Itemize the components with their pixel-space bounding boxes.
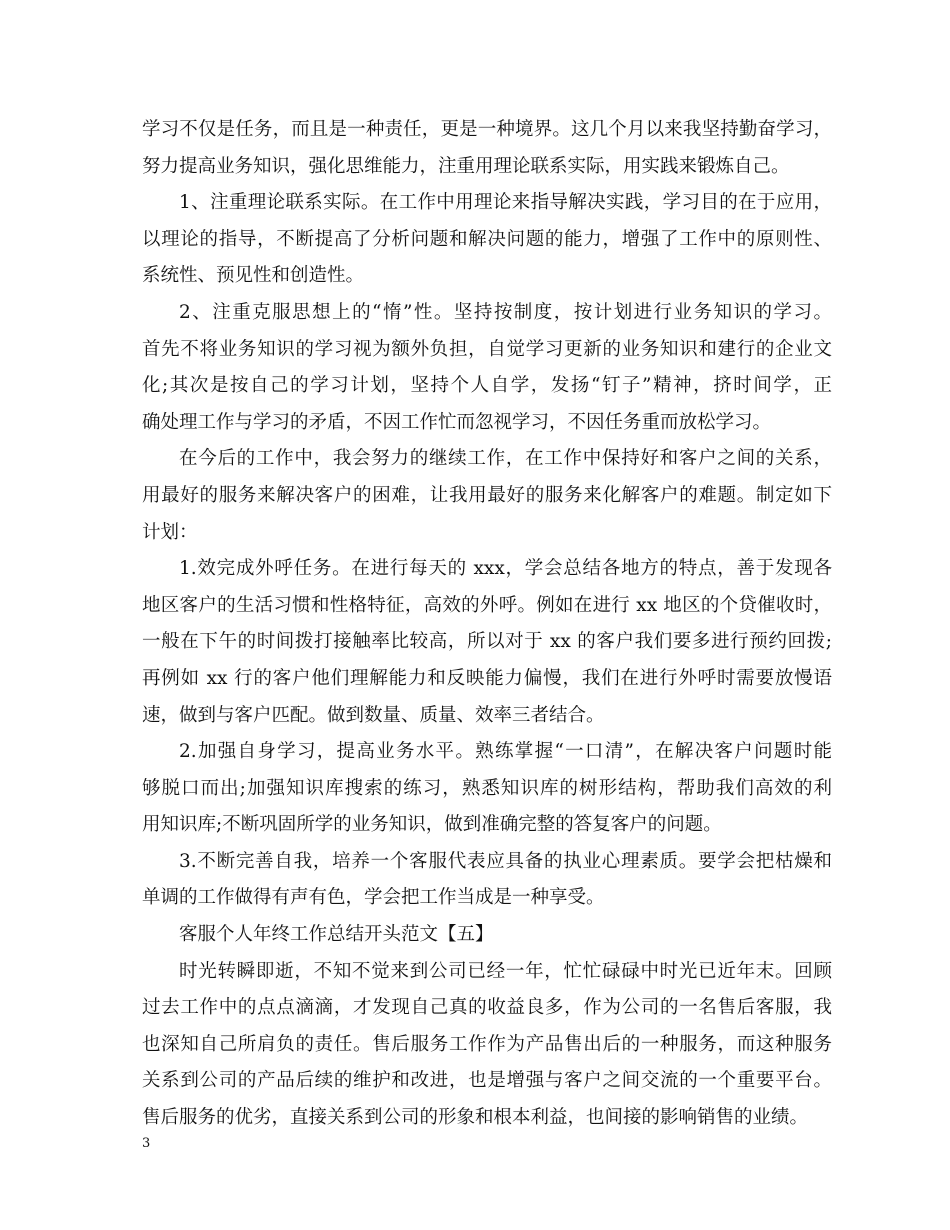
text-line: 学习不仅是任务，而且是一种责任，更是一种境界。这几个月以来我坚持勤奋学习， xyxy=(142,119,832,140)
text-line: 确处理工作与学习的矛盾，不因工作忙而忽视学习，不因任务重而放松学习。 xyxy=(142,411,772,433)
text-line: 速，做到与客户匹配。做到数量、质量、效率三者结合。 xyxy=(142,704,605,726)
document-body xyxy=(142,112,832,1137)
text-line: 过去工作中的点点滴滴，才发现自己真的收益良多，作为公司的一名售后客服，我 xyxy=(142,997,832,1019)
text-line: 化;其次是按自己的学习计划，坚持个人自学，发扬“钉子”精神，挤时间学，正 xyxy=(142,375,832,397)
text-line: 以理论的指导，不断提高了分析问题和解决问题的能力，增强了工作中的原则性、 xyxy=(142,228,832,250)
text-line: 够脱口而出;加强知识库搜索的练习，熟悉知识库的树形结构，帮助我们高效的利 xyxy=(142,777,832,799)
text-line: 关系到公司的产品后续的维护和改进，也是增强与客户之间交流的一个重要平台。 xyxy=(142,1070,832,1092)
text-line: 首先不将业务知识的学习视为额外负担，自觉学习更新的业务知识和建行的企业文 xyxy=(142,338,832,360)
text-line: 单调的工作做得有声有色，学会把工作当成是一种享受。 xyxy=(142,887,605,909)
page-number: 3 xyxy=(142,1136,151,1151)
text-line: 系统性、预见性和创造性。 xyxy=(142,265,365,287)
text-line: 3.不断完善自我，培养一个客服代表应具备的执业心理素质。要学会把枯燥和 xyxy=(179,850,832,872)
text-line: 在今后的工作中，我会努力的继续工作，在工作中保持好和客户之间的关系， xyxy=(179,448,832,470)
text-line: 2、注重克服思想上的“惰”性。坚持按制度，按计划进行业务知识的学习。 xyxy=(179,301,832,323)
text-line: 售后服务的优劣，直接关系到公司的形象和根本利益，也间接的影响销售的业绩。 xyxy=(142,1107,809,1129)
text-line: 用最好的服务来解决客户的困难，让我用最好的服务来化解客户的难题。制定如下 xyxy=(142,484,832,506)
text-line: 客服个人年终工作总结开头范文【五】 xyxy=(179,924,494,946)
text-line: 用知识库;不断巩固所学的业务知识，做到准确完整的答复客户的问题。 xyxy=(142,814,722,836)
text-line: 努力提高业务知识，强化思维能力，注重用理论联系实际，用实践来锻炼自己。 xyxy=(142,155,790,177)
text-line: 时光转瞬即逝，不知不觉来到公司已经一年，忙忙碌碌中时光已近年末。回顾 xyxy=(179,960,832,982)
text-line: 计划： xyxy=(142,521,198,543)
text-line: 1、注重理论联系实际。在工作中用理论来指导解决实践，学习目的在于应用， xyxy=(179,192,832,214)
text-line: 地区客户的生活习惯和性格特征，高效的外呼。例如在进行 xx 地区的个贷催收时， xyxy=(142,594,832,616)
text-line: 也深知自己所肩负的责任。售后服务工作作为产品售出后的一种服务，而这种服务 xyxy=(142,1033,832,1055)
text-line: 再例如 xx 行的客户他们理解能力和反映能力偏慢，我们在进行外呼时需要放慢语 xyxy=(142,667,832,689)
text-line: 1.效完成外呼任务。在进行每天的 xxx，学会总结各地方的特点，善于发现各 xyxy=(179,558,832,580)
text-line: 一般在下午的时间拨打接触率比较高，所以对于 xx 的客户我们要多进行预约回拨; xyxy=(142,631,832,653)
text-line: 2.加强自身学习，提高业务水平。熟练掌握“一口清”，在解决客户问题时能 xyxy=(179,741,832,763)
